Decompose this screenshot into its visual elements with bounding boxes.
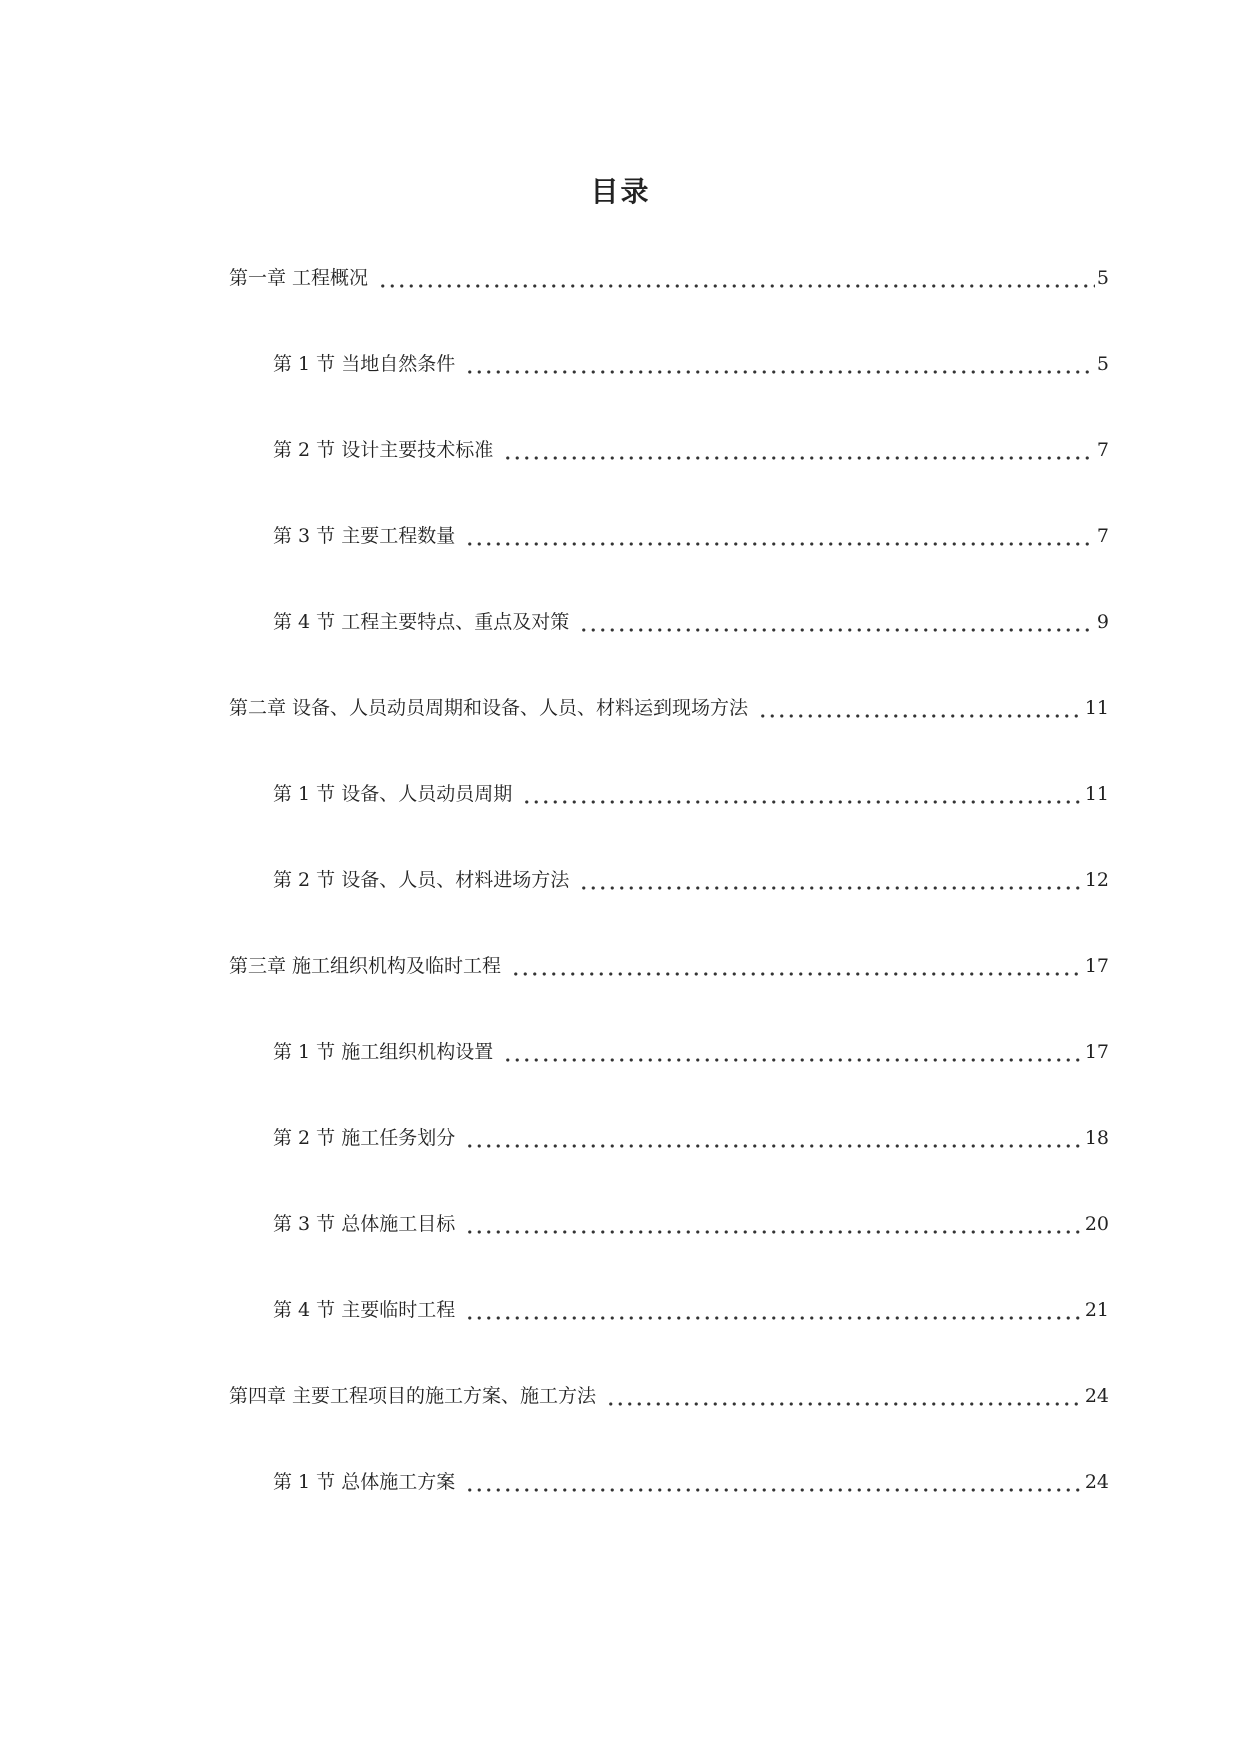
dot-leader: [503, 1040, 1083, 1064]
toc-entry-label: 第一章 工程概况: [229, 267, 369, 289]
toc-entry-page: 18: [1084, 1127, 1109, 1149]
toc-entry-page: 20: [1084, 1213, 1109, 1235]
toc-entry-page: 7: [1096, 439, 1109, 461]
dot-leader: [465, 1470, 1083, 1494]
toc-entry-label: 第二章 设备、人员动员周期和设备、人员、材料运到现场方法: [229, 697, 749, 719]
toc-entry-page: 24: [1084, 1385, 1109, 1407]
toc-entry-page: 11: [1084, 697, 1109, 719]
toc-entry-section[interactable]: [273, 1032, 1109, 1064]
toc-entry-chapter-3[interactable]: [229, 946, 1109, 978]
toc-entry-page: 5: [1096, 267, 1109, 289]
dot-leader: [511, 954, 1083, 978]
toc-entry-section[interactable]: [273, 516, 1109, 548]
toc-entry-section[interactable]: [273, 860, 1109, 892]
dot-leader: [503, 438, 1095, 462]
dot-leader: [465, 1212, 1083, 1236]
toc-entry-section[interactable]: [273, 1290, 1109, 1322]
toc-entry-page: 11: [1084, 783, 1109, 805]
toc-entry-section[interactable]: [273, 1118, 1109, 1150]
dot-leader: [465, 524, 1095, 548]
toc-entry-section[interactable]: [273, 430, 1109, 462]
toc-entry-label: 第 4 节 主要临时工程: [273, 1299, 456, 1321]
toc-entry-section[interactable]: [273, 344, 1109, 376]
toc-entry-label: 第 3 节 主要工程数量: [273, 525, 456, 547]
toc-entry-page: 17: [1084, 1041, 1109, 1063]
toc-entry-label: 第 1 节 当地自然条件: [273, 353, 456, 375]
dot-leader: [378, 266, 1095, 290]
dot-leader: [465, 352, 1095, 376]
toc-entry-section[interactable]: [273, 602, 1109, 634]
toc-entry-label: 第 2 节 设计主要技术标准: [273, 439, 494, 461]
toc-entry-label: 第 2 节 设备、人员、材料进场方法: [273, 869, 570, 891]
dot-leader: [579, 610, 1095, 634]
dot-leader: [606, 1384, 1083, 1408]
dot-leader: [465, 1298, 1083, 1322]
toc-entry-chapter-1[interactable]: [229, 258, 1109, 290]
toc-entry-label: 第 1 节 施工组织机构设置: [273, 1041, 494, 1063]
toc-entry-page: 12: [1084, 869, 1109, 891]
toc-entry-label: 第四章 主要工程项目的施工方案、施工方法: [229, 1385, 597, 1407]
toc-entry-page: 17: [1084, 955, 1109, 977]
toc-entry-page: 9: [1096, 611, 1109, 633]
toc-entry-page: 24: [1084, 1471, 1109, 1493]
toc-entry-label: 第 1 节 设备、人员动员周期: [273, 783, 513, 805]
toc-entry-section[interactable]: [273, 1462, 1109, 1494]
toc-entry-page: 7: [1096, 525, 1109, 547]
toc-entry-label: 第 2 节 施工任务划分: [273, 1127, 456, 1149]
toc-title: 目录: [590, 175, 651, 208]
toc-entry-label: 第 4 节 工程主要特点、重点及对策: [273, 611, 570, 633]
dot-leader: [579, 868, 1083, 892]
toc-entry-chapter-4[interactable]: [229, 1376, 1109, 1408]
toc-entry-page: 21: [1084, 1299, 1109, 1321]
toc-entry-label: 第三章 施工组织机构及临时工程: [229, 955, 502, 977]
toc-entry-section[interactable]: [273, 774, 1109, 806]
toc-entry-section[interactable]: [273, 1204, 1109, 1236]
toc-entry-chapter-2[interactable]: [229, 688, 1109, 720]
toc-entry-label: 第 3 节 总体施工目标: [273, 1213, 456, 1235]
dot-leader: [465, 1126, 1083, 1150]
toc-entry-label: 第 1 节 总体施工方案: [273, 1471, 456, 1493]
dot-leader: [758, 696, 1083, 720]
dot-leader: [522, 782, 1083, 806]
toc-entry-page: 5: [1096, 353, 1109, 375]
